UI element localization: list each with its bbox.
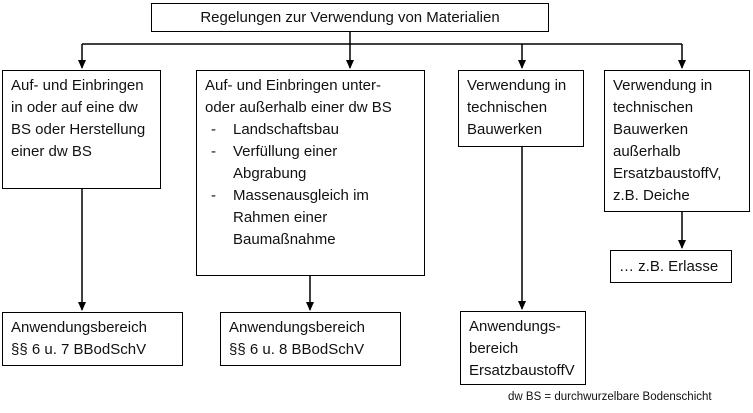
outcome-1-text: Anwendungsbereich §§ 6 u. 7 BBodSchV <box>11 319 147 358</box>
title-text: Regelungen zur Verwendung von Materialien <box>200 9 500 26</box>
category-2-text: Auf- und Einbringen unter- oder außerhalb einer dw BS <box>205 77 392 116</box>
outcome-3-text: Anwendungs- bereich ErsatzbaustoffV <box>469 318 575 379</box>
outcome-box-4 <box>610 250 732 283</box>
category-2-list <box>205 119 416 251</box>
outcome-4-text: … z.B. Erlasse <box>619 258 719 275</box>
category-box-4 <box>604 70 750 212</box>
list-item-landschaftsbau: - Landschaftsbau <box>205 119 416 141</box>
category-4-text: Verwendung in technischen Bauwerken außerhalb ErsatzbaustoffV, z.B. Deiche <box>613 77 722 204</box>
outcome-box-2 <box>220 312 401 366</box>
category-box-2 <box>196 70 425 276</box>
list-item-massenausgleich: - Massenausgleich im Rahmen einer Baumaßnahme <box>205 185 416 251</box>
footnote: dw BS = durchwurzelbare Bodenschicht <box>508 391 712 403</box>
category-box-3 <box>458 70 584 147</box>
list-item-verfuellung: - Verfüllung einer Abgrabung <box>205 141 416 185</box>
category-3-text: Verwendung in technischen Bauwerken <box>467 77 567 138</box>
title-box <box>151 3 549 32</box>
outcome-box-3 <box>460 311 586 385</box>
category-1-text: Auf- und Einbringen in oder auf eine dw BS oder Herstellung einer dw BS <box>11 77 146 160</box>
outcome-box-1 <box>2 312 183 366</box>
category-box-1 <box>2 70 161 189</box>
outcome-2-text: Anwendungsbereich §§ 6 u. 8 BBodSchV <box>229 319 365 358</box>
